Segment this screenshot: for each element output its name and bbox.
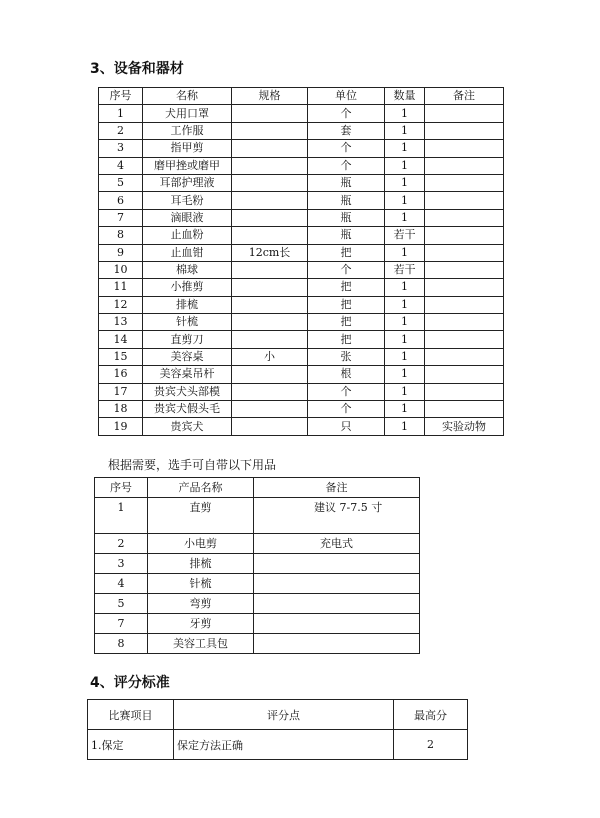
table-cell — [425, 174, 504, 191]
table-cell: 针梳 — [148, 574, 254, 594]
table-cell — [425, 261, 504, 278]
table-cell — [425, 331, 504, 348]
table-cell: 止血粉 — [143, 227, 232, 244]
table-cell: 美容工具包 — [148, 634, 254, 654]
table-row — [95, 594, 420, 614]
column-header: 序号 — [95, 478, 148, 498]
table-row — [95, 574, 420, 594]
table-row — [95, 534, 420, 554]
table-row — [99, 418, 504, 435]
table-cell: 5 — [95, 594, 148, 614]
table-cell: 排梳 — [148, 554, 254, 574]
table-cell: 9 — [99, 244, 143, 261]
table-cell: 棉球 — [143, 261, 232, 278]
section4-heading: 4、评分标准 — [90, 675, 170, 691]
table-cell — [232, 227, 308, 244]
table-cell: 犬用口罩 — [143, 105, 232, 122]
table-cell — [232, 366, 308, 383]
column-header: 名称 — [143, 88, 232, 105]
table-row — [99, 383, 504, 400]
table-cell — [425, 314, 504, 331]
table-cell: 8 — [99, 227, 143, 244]
table-cell: 1 — [385, 105, 425, 122]
table-row — [99, 227, 504, 244]
table-cell — [425, 348, 504, 365]
table-cell — [232, 105, 308, 122]
table-cell: 5 — [99, 174, 143, 191]
table-cell — [232, 157, 308, 174]
table-cell — [232, 418, 308, 435]
table-cell — [425, 157, 504, 174]
bring-own-intro: 根据需要，选手可自带以下用品 — [108, 458, 277, 472]
table-cell: 13 — [99, 314, 143, 331]
table-cell: 1 — [385, 314, 425, 331]
table-cell — [425, 140, 504, 157]
column-header: 备注 — [425, 88, 504, 105]
table-cell — [425, 366, 504, 383]
column-header: 评分点 — [174, 700, 394, 730]
table-cell: 若干 — [385, 227, 425, 244]
column-header: 单位 — [308, 88, 385, 105]
table-cell — [254, 614, 420, 634]
table-cell — [425, 279, 504, 296]
table-cell — [425, 244, 504, 261]
table-row — [99, 174, 504, 191]
table-cell: 瓶 — [308, 227, 385, 244]
column-header: 产品名称 — [148, 478, 254, 498]
table-cell: 1 — [385, 348, 425, 365]
table-cell — [254, 554, 420, 574]
table-cell — [232, 261, 308, 278]
column-header: 备注 — [254, 478, 420, 498]
table-cell: 指甲剪 — [143, 140, 232, 157]
table-cell: 2 — [394, 730, 468, 760]
table-row — [99, 348, 504, 365]
table-cell: 19 — [99, 418, 143, 435]
table-cell: 个 — [308, 261, 385, 278]
table-cell: 2 — [99, 122, 143, 139]
table-cell: 1 — [99, 105, 143, 122]
column-header: 规格 — [232, 88, 308, 105]
table-cell: 1 — [385, 279, 425, 296]
table-row — [99, 366, 504, 383]
table-row — [99, 209, 504, 226]
table-cell: 1 — [385, 401, 425, 418]
table-cell — [425, 296, 504, 313]
table-cell — [232, 209, 308, 226]
table-cell: 牙剪 — [148, 614, 254, 634]
scoring-table — [87, 699, 468, 760]
table-cell: 7 — [99, 209, 143, 226]
table-cell: 1 — [385, 122, 425, 139]
column-header: 最高分 — [394, 700, 468, 730]
table-cell: 保定方法正确 — [174, 730, 394, 760]
table-cell: 1 — [385, 296, 425, 313]
section3-heading: 3、设备和器材 — [90, 61, 184, 77]
table-row — [99, 105, 504, 122]
table-cell: 止血钳 — [143, 244, 232, 261]
table-cell: 张 — [308, 348, 385, 365]
table-cell — [232, 174, 308, 191]
table-row — [99, 314, 504, 331]
table-cell: 若干 — [385, 261, 425, 278]
table-cell: 套 — [308, 122, 385, 139]
table-cell — [232, 122, 308, 139]
table-cell — [232, 279, 308, 296]
table-cell — [232, 401, 308, 418]
table-cell: 10 — [99, 261, 143, 278]
table-cell: 16 — [99, 366, 143, 383]
equipment-table — [98, 87, 504, 436]
table-row — [99, 401, 504, 418]
table-cell: 个 — [308, 383, 385, 400]
table-cell: 贵宾犬头部模 — [143, 383, 232, 400]
table-cell: 磨甲挫或磨甲 — [143, 157, 232, 174]
scoring-table-header — [88, 700, 468, 730]
table-cell: 弯剪 — [148, 594, 254, 614]
table-cell: 瓶 — [308, 174, 385, 191]
column-header: 比赛项目 — [88, 700, 174, 730]
table-cell: 耳部护理液 — [143, 174, 232, 191]
table-row — [95, 614, 420, 634]
table-cell: 6 — [99, 192, 143, 209]
table-cell: 1 — [385, 174, 425, 191]
table-row — [99, 122, 504, 139]
table-cell: 1 — [95, 498, 148, 534]
table-row — [99, 331, 504, 348]
table-row — [99, 157, 504, 174]
table-cell: 只 — [308, 418, 385, 435]
table-cell: 工作服 — [143, 122, 232, 139]
table-cell: 1 — [385, 331, 425, 348]
table-cell: 把 — [308, 296, 385, 313]
table-cell: 1 — [385, 157, 425, 174]
table-cell: 1.保定 — [88, 730, 174, 760]
table-cell: 4 — [95, 574, 148, 594]
table-cell: 17 — [99, 383, 143, 400]
table-cell: 美容桌 — [143, 348, 232, 365]
table-cell: 3 — [95, 554, 148, 574]
table-cell — [425, 383, 504, 400]
table-cell: 瓶 — [308, 209, 385, 226]
table-cell: 把 — [308, 331, 385, 348]
table-row — [95, 634, 420, 654]
table-cell: 排梳 — [143, 296, 232, 313]
table-row — [99, 296, 504, 313]
table-cell: 实验动物 — [425, 418, 504, 435]
table-cell: 1 — [385, 383, 425, 400]
table-cell — [232, 331, 308, 348]
table-cell — [232, 192, 308, 209]
equipment-table-header — [99, 88, 504, 105]
table-cell: 4 — [99, 157, 143, 174]
table-cell: 个 — [308, 105, 385, 122]
table-cell — [425, 401, 504, 418]
table-cell — [254, 574, 420, 594]
table-cell: 1 — [385, 192, 425, 209]
table-cell: 把 — [308, 279, 385, 296]
table-cell: 18 — [99, 401, 143, 418]
table-cell: 小 — [232, 348, 308, 365]
table-cell: 个 — [308, 157, 385, 174]
table-cell — [425, 122, 504, 139]
table-cell: 11 — [99, 279, 143, 296]
table-row — [99, 192, 504, 209]
table-cell: 充电式 — [254, 534, 420, 554]
table-cell — [425, 209, 504, 226]
table-cell: 贵宾犬假头毛 — [143, 401, 232, 418]
table-cell: 根 — [308, 366, 385, 383]
table-cell: 小电剪 — [148, 534, 254, 554]
table-cell — [254, 634, 420, 654]
column-header: 数量 — [385, 88, 425, 105]
table-row — [95, 498, 420, 534]
table-cell: 直剪 — [148, 498, 254, 534]
table-row — [95, 554, 420, 574]
table-cell: 把 — [308, 244, 385, 261]
table-cell — [232, 383, 308, 400]
table-cell: 个 — [308, 401, 385, 418]
table-row — [88, 730, 468, 760]
table-cell — [254, 594, 420, 614]
optional-items-table-header — [95, 478, 420, 498]
column-header: 序号 — [99, 88, 143, 105]
table-cell: 耳毛粉 — [143, 192, 232, 209]
table-cell: 7 — [95, 614, 148, 634]
table-cell — [232, 314, 308, 331]
table-cell: 1 — [385, 244, 425, 261]
table-cell — [232, 296, 308, 313]
table-row — [99, 140, 504, 157]
optional-items-table — [94, 477, 420, 654]
table-cell — [425, 192, 504, 209]
table-cell: 8 — [95, 634, 148, 654]
table-cell: 直剪刀 — [143, 331, 232, 348]
table-cell: 1 — [385, 209, 425, 226]
table-cell: 贵宾犬 — [143, 418, 232, 435]
table-cell: 滴眼液 — [143, 209, 232, 226]
table-cell: 个 — [308, 140, 385, 157]
table-row — [99, 261, 504, 278]
table-cell — [232, 140, 308, 157]
table-cell: 3 — [99, 140, 143, 157]
table-cell: 12 — [99, 296, 143, 313]
table-cell: 美容桌吊杆 — [143, 366, 232, 383]
table-cell: 小推剪 — [143, 279, 232, 296]
table-cell: 1 — [385, 366, 425, 383]
table-cell: 14 — [99, 331, 143, 348]
table-cell: 1 — [385, 140, 425, 157]
table-cell: 12cm长 — [232, 244, 308, 261]
table-row — [99, 244, 504, 261]
table-row — [99, 279, 504, 296]
table-cell: 把 — [308, 314, 385, 331]
table-cell: 1 — [385, 418, 425, 435]
table-cell — [425, 227, 504, 244]
table-cell: 针梳 — [143, 314, 232, 331]
table-cell: 15 — [99, 348, 143, 365]
table-cell: 建议 7-7.5 寸 — [254, 498, 420, 534]
table-cell: 瓶 — [308, 192, 385, 209]
table-cell — [425, 105, 504, 122]
table-cell: 2 — [95, 534, 148, 554]
